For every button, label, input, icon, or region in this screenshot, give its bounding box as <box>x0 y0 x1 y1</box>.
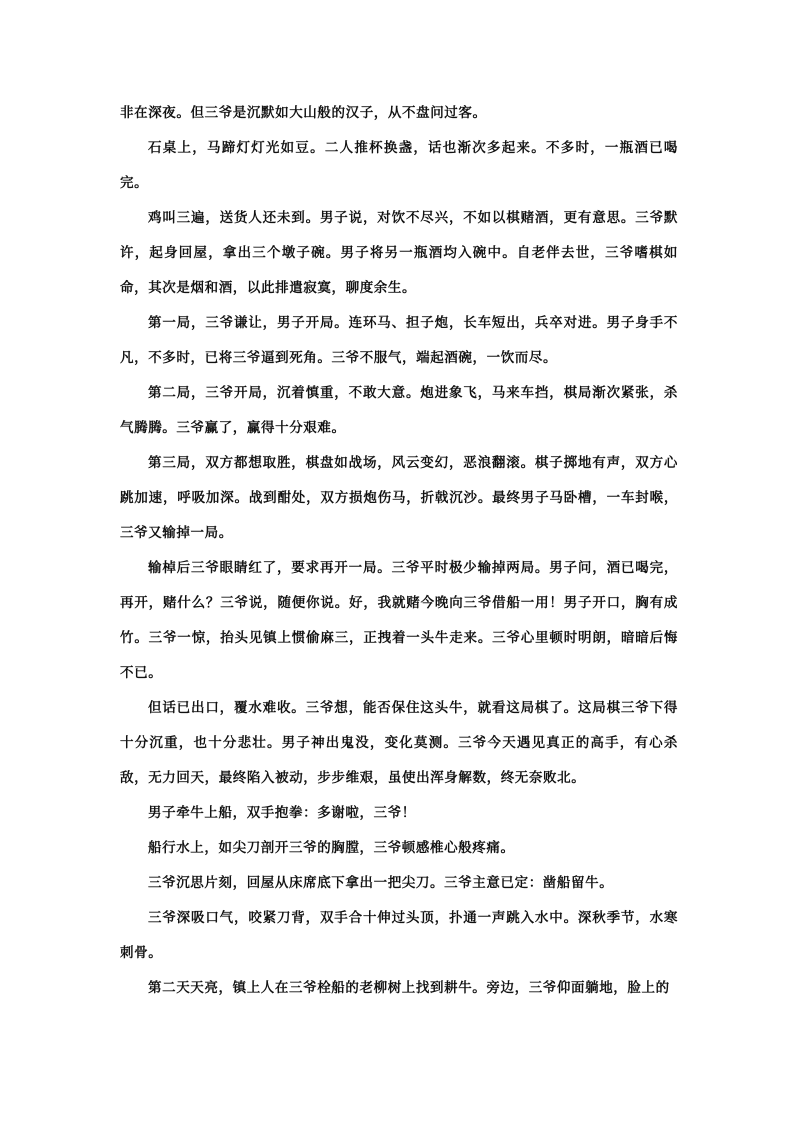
paragraph-13: 第二天天亮，镇上人在三爷栓船的老柳树上找到耕牛。旁边，三爷仰面躺地，脸上的 <box>148 980 670 996</box>
paragraph-12: 三爷深吸口气，咬紧刀背，双手合十伸过头顶，扑通一声跳入水中。深秋季节，水寒刺骨。 <box>120 910 678 961</box>
paragraph-9: 男子牵牛上船，双手抱拳：多谢啦，三爷！ <box>148 805 416 821</box>
paragraph-5: 第二局，三爷开局，沉着慎重，不敢大意。炮进象飞，马来车挡，棋局渐次紧张，杀气腾腾。三爷赢了，赢得十分艰难。 <box>120 385 678 436</box>
paragraph-7: 输棹后三爷眼睛红了，要求再开一局。三爷平时极少输掉两局。男子问，酒已喝完，再开，赌什么？三爷说，随便你说。好，我就赌今晚向三爷借船一用！男子开口，胸有成竹。三爷一惊，抬头见镇上惯偷麻三，正拽着一头牛走来。三爷心里顿时明朗，暗暗后悔不已。 <box>120 560 678 681</box>
paragraph-10: 船行水上，如尖刀剖开三爷的胸膛，三爷顿感椎心般疼痛。 <box>148 840 515 856</box>
paragraph-11: 三爷沉思片刻，回屋从床席底下拿出一把尖刀。三爷主意已定：凿船留牛。 <box>148 875 614 891</box>
paragraph-4: 第一局，三爷谦让，男子开局。连环马、担子炮，长车短出，兵卒对进。男子身手不凡，不多时，已将三爷逼到死角。三爷不服气，端起酒碗，一饮而尽。 <box>120 315 678 366</box>
paragraph-8: 但话已出口，覆水难收。三爷想，能否保住这头牛，就看这局棋了。这局棋三爷下得十分沉重，也十分悲壮。男子神出鬼没，变化莫测。三爷今天遇见真正的高手，有心杀敌，无力回天，最终陷入被动，步步维艰，虽使出浑身解数，终无奈败北。 <box>120 700 678 786</box>
paragraph-6: 第三局，双方都想取胜，棋盘如战场，风云变幻，恶浪翻滚。棋子掷地有声，双方心跳加速，呼吸加深。战到酣处，双方损炮伤马，折戟沉沙。最终男子马卧槽，一车封喉，三爷又输掉一局。 <box>120 455 678 541</box>
paragraph-3: 鸡叫三遍，送货人还未到。男子说，对饮不尽兴，不如以棋赌酒，更有意思。三爷默许，起身回屋，拿出三个墩子碗。男子将另一瓶酒均入碗中。自老伴去世，三爷嗜棋如命，其次是烟和酒，以此排遣寂寞，聊度余生。 <box>120 210 678 296</box>
paragraph-1: 非在深夜。但三爷是沉默如大山般的汉子，从不盘问过客。 <box>120 105 487 121</box>
paragraph-2: 石桌上，马蹄灯灯光如豆。二人推杯换盏，话也渐次多起来。不多时，一瓶酒已喝完。 <box>120 140 678 191</box>
document-body <box>120 96 678 1006</box>
